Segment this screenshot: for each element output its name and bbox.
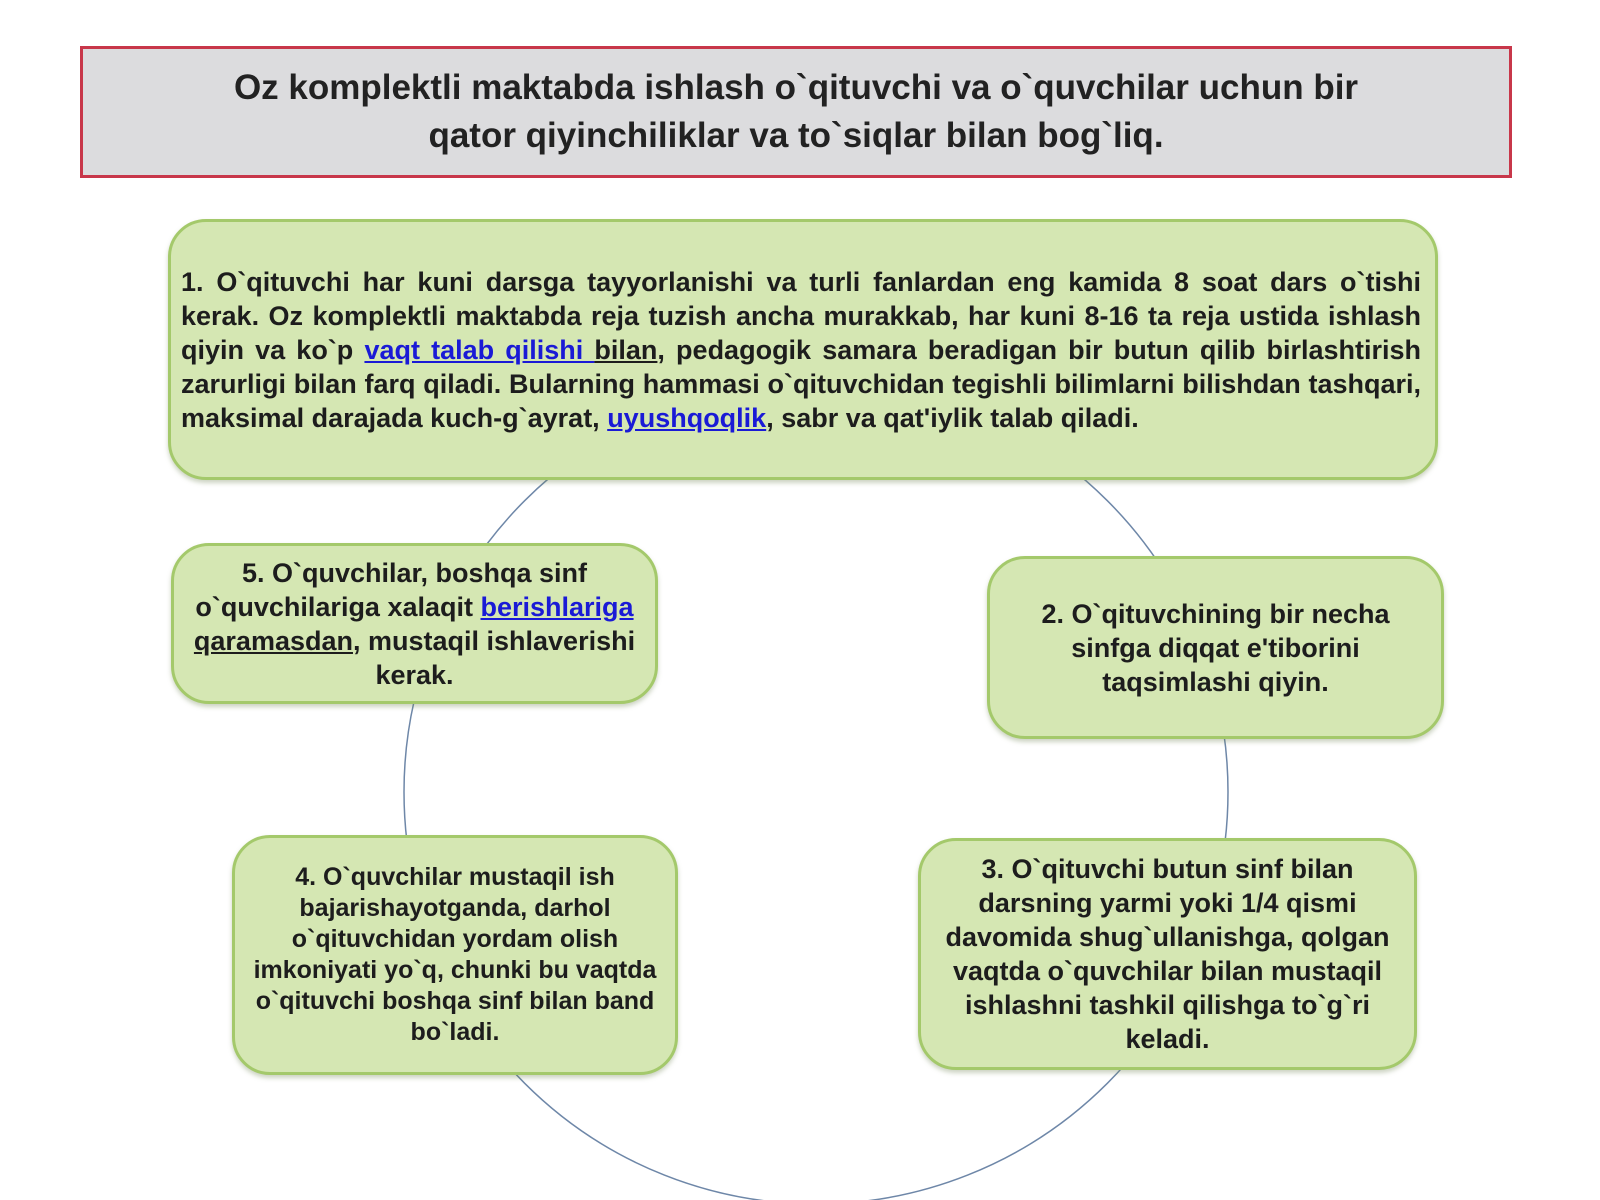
difficulty-1-text-part: , pedagogik samara beradigan bir butun qilib birlashtirish zarurligi bilan farq qiladi. Bularning hammasi o`qituvchidan tegishli bilimlarni bilishdan tashqari, maksimal darajada kuch-g`ayrat,	[181, 334, 1421, 433]
cycle-ring-circle	[404, 380, 1228, 1200]
difficulty-5-text	[188, 556, 641, 692]
difficulty-box-5	[171, 543, 658, 704]
difficulty-3-text: 3. O`qituvchi butun sinf bilan darsning yarmi yoki 1/4 qismi davomida shug`ullanishga, qolgan vaqtda o`quvchilar bilan mustaqil ishlashni tashkil qilishga to`g`ri keladi.	[945, 854, 1390, 1054]
link-uyushqoqlik[interactable]: uyushqoqlik	[607, 402, 767, 433]
difficulty-4-text: 4. O`quvchilar mustaqil ish bajarishayotganda, darhol o`qituvchidan yordam olish imkoniyati yo`q, chunki bu vaqtda o`qituvchi boshqa sinf bilan band bo`ladi.	[253, 863, 657, 1046]
difficulty-box-4	[232, 835, 678, 1075]
difficulty-5-text-part: , mustaqil ishlaverishi kerak.	[352, 625, 636, 690]
underlined-word-qaramasdan: qaramasdan	[193, 625, 353, 656]
title-box	[80, 46, 1512, 178]
difficulty-1-text-part: , sabr va qat'iylik talab qiladi.	[766, 402, 1139, 433]
title-text: Oz komplektli maktabda ishlash o`qituvchi va o`quvchilar uchun bir qator qiyinchiliklar va to`siqlar bilan bog`liq.	[233, 68, 1359, 155]
difficulty-1-text-part: 1. O`qituvchi har kuni darsga tayyorlanishi va turli fanlardan eng kamida 8 soat dars o`tishi kerak. Oz komplektli maktabda reja tuzish ancha murakkab, har kuni 8-16 ta reja ustida ishlash qiyin va ko`p	[181, 266, 1421, 365]
underlined-word-bilan: bilan	[594, 334, 658, 365]
link-vaqt-talab-qilishi[interactable]: vaqt talab qilishi	[364, 334, 595, 365]
difficulty-box-1	[168, 219, 1438, 480]
difficulty-2-text: 2. O`qituvchining bir necha sinfga diqqat e'tiborini taqsimlashi qiyin.	[1041, 598, 1390, 697]
difficulty-5-text-part: 5. O`quvchilar, boshqa sinf o`quvchilariga xalaqit	[195, 557, 588, 622]
difficulty-box-3	[918, 838, 1417, 1070]
difficulty-1-text	[181, 265, 1421, 435]
link-berishlariga[interactable]: berishlariga	[480, 591, 634, 622]
difficulty-box-2	[987, 556, 1444, 739]
